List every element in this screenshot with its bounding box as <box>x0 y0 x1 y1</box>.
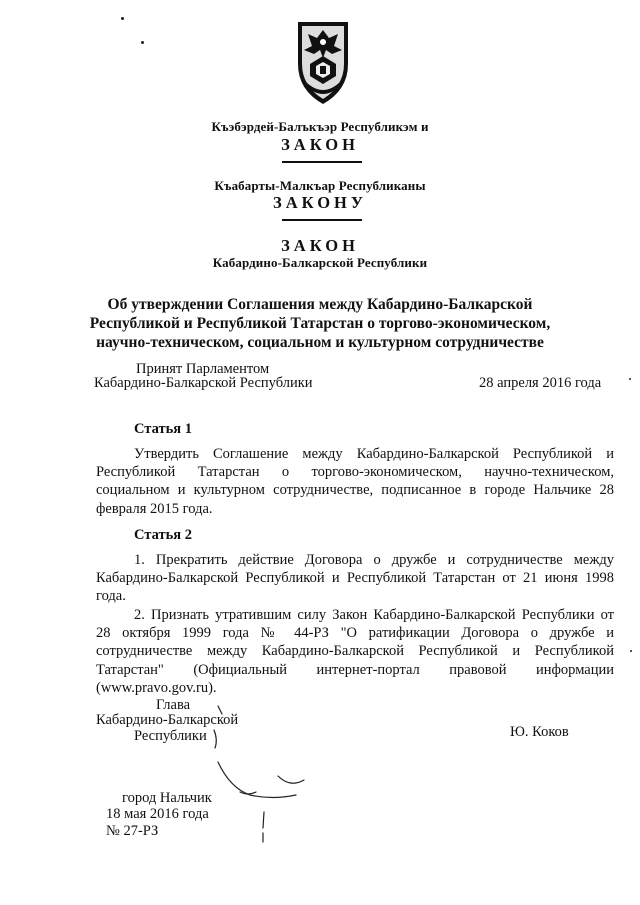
adoption-line-1: Принят Парламентом <box>136 361 270 377</box>
header-line-2: Къабарты-Малкъар Республиканы <box>214 178 426 193</box>
document-title <box>0 295 640 352</box>
footer-date: 18 мая 2016 года <box>106 806 209 822</box>
title-line-1: Об утверждении Соглашения между Кабардино-Балкарской <box>107 296 533 313</box>
title-line-2: Республикой и Республикой Татарстан о торгово-экономическом, <box>89 315 551 332</box>
header-divider <box>282 161 362 163</box>
scan-speck <box>629 378 631 380</box>
article-1-text: Утвердить Соглашение между Кабардино-Балкарской Республикой и Республикой Татарстан о торгово-экономическом, научно-техническом, социальном и культурном сотрудничестве, подписанное в городе Нальчике 28 февраля 2015 года. <box>96 446 614 517</box>
header-line-1: Къэбэрдей-Балъкъэр Республикэм и <box>211 119 429 134</box>
handwritten-signature <box>200 700 320 850</box>
footer-city: город Нальчик <box>122 790 212 806</box>
adoption-line-2: Кабардино-Балкарской Республики <box>94 375 313 391</box>
scan-speck <box>141 41 144 44</box>
header-word-zakonu: ЗАКОНУ <box>273 193 367 212</box>
article-2-heading: Статья 2 <box>134 527 192 543</box>
article-2-paragraph-1: 1. Прекратить действие Договора о дружбе и сотрудничестве между Кабардино-Балкарской Республикой и Республикой Татарстан от 21 июня 1998 года. <box>96 552 614 605</box>
scan-speck <box>630 650 632 652</box>
header-line-3: Кабардино-Балкарской Республики <box>212 255 428 270</box>
article-2-paragraph-2: 2. Признать утратившим силу Закон Кабардино-Балкарской Республики от 28 октября 1999 года № 44-РЗ "О ратификации Договора о дружбе и сотрудничестве между Кабардино-Балкарской Республикой и Республикой Татарстан" (Официальный интернет-портал правовой информации (www.pravo.gov.ru). <box>96 607 614 696</box>
coat-of-arms-icon <box>296 20 350 106</box>
signature-title-2: Кабардино-Балкарской <box>96 712 239 728</box>
signatory-name: Ю. Коков <box>510 724 569 740</box>
footer-number: № 27-РЗ <box>106 823 159 839</box>
title-line-3: научно-техническом, социальном и культурном сотрудничестве <box>96 334 544 351</box>
header-word-zakon: ЗАКОН <box>281 135 359 154</box>
signature-title-1: Глава <box>156 697 191 713</box>
article-1-heading: Статья 1 <box>134 421 192 437</box>
header-divider <box>282 219 362 221</box>
scan-speck <box>121 17 124 20</box>
header-word-zakon-ru: ЗАКОН <box>281 236 359 255</box>
adoption-date: 28 апреля 2016 года <box>479 375 602 391</box>
signature-title-3: Республики <box>134 728 207 744</box>
